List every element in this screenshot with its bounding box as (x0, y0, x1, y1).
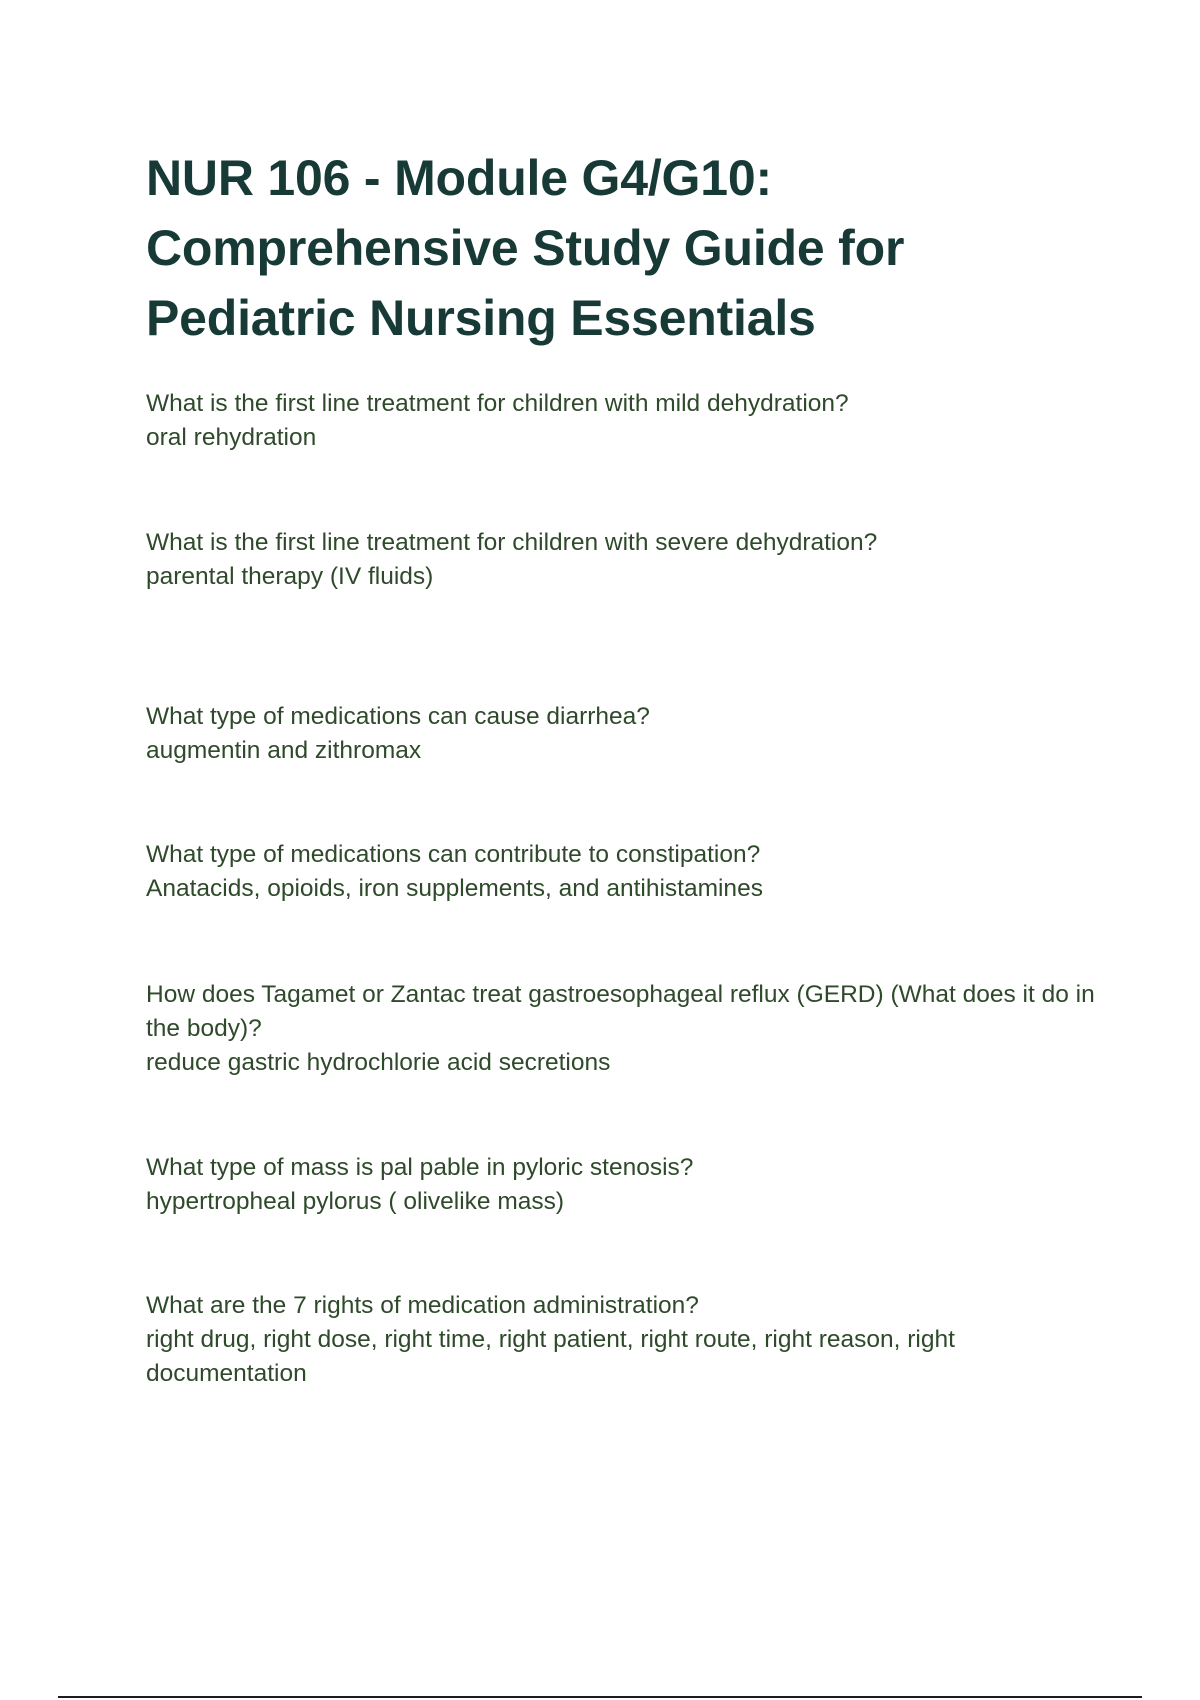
qa-item-6 (146, 1151, 1096, 1219)
qa-item-7 (146, 1289, 1096, 1391)
qa-item-3 (146, 700, 1096, 768)
question-text: What type of mass is pal pable in pyloric stenosis? (146, 1154, 694, 1181)
question-text: What type of medications can contribute to constipation? (146, 841, 761, 868)
answer-text: augmentin and zithromax (146, 737, 422, 764)
qa-item-2 (146, 526, 1096, 594)
page-bottom-rule (58, 1696, 1142, 1698)
question-text: What type of medications can cause diarrhea? (146, 703, 650, 730)
qa-item-4 (146, 838, 1096, 906)
answer-text: reduce gastric hydrochlorie acid secretions (146, 1049, 611, 1076)
answer-text: right drug, right dose, right time, right patient, right route, right reason, right documentation (146, 1326, 955, 1387)
question-text: What is the first line treatment for children with mild dehydration? (146, 390, 849, 417)
question-text: How does Tagamet or Zantac treat gastroesophageal reflux (GERD) (What does it do in the body)? (146, 981, 1095, 1042)
answer-text: parental therapy (IV fluids) (146, 563, 434, 590)
qa-item-5 (146, 978, 1096, 1080)
question-text: What is the first line treatment for children with severe dehydration? (146, 529, 878, 556)
document-title: NUR 106 - Module G4/G10: Comprehensive Study Guide for Pediatric Nursing Essentials (146, 150, 905, 346)
answer-text: oral rehydration (146, 424, 317, 451)
answer-text: Anatacids, opioids, iron supplements, and antihistamines (146, 875, 763, 902)
qa-item-1 (146, 387, 1096, 455)
answer-text: hypertropheal pylorus ( olivelike mass) (146, 1188, 565, 1215)
question-text: What are the 7 rights of medication administration? (146, 1292, 699, 1319)
